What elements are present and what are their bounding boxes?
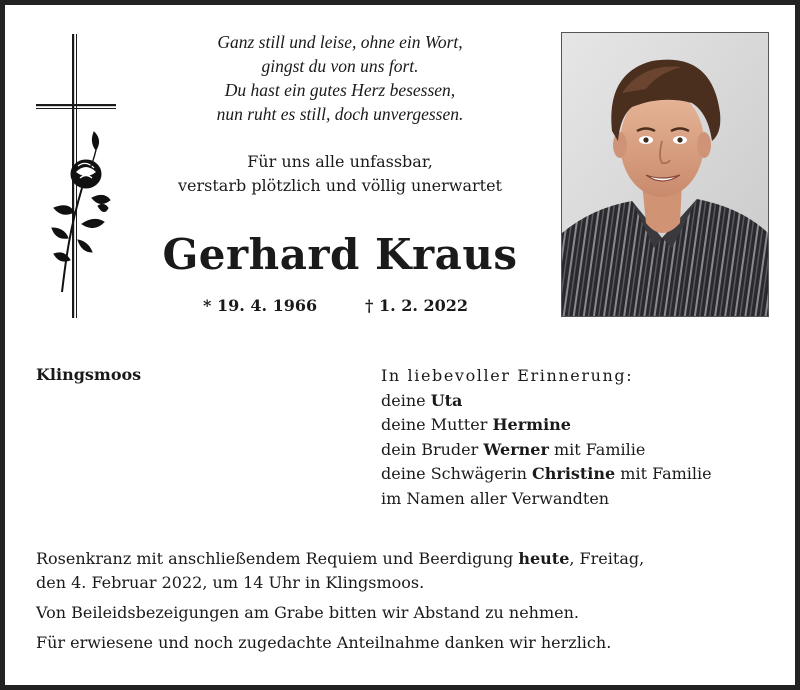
memorial-verse	[140, 30, 540, 126]
mourner-name: Hermine	[492, 415, 571, 434]
mourner-line: deine Schwägerin Christine mit Familie	[381, 464, 712, 483]
verse-line: nun ruht es still, doch unvergessen.	[216, 104, 464, 124]
death-announcement-intro	[120, 150, 560, 198]
mourner-line: deine Uta	[381, 390, 463, 410]
intro-line: verstarb plötzlich und völlig unerwartet	[178, 176, 502, 195]
condolence-note: Von Beileidsbezeigungen am Grabe bitten wir Abstand zu nehmen.	[36, 603, 580, 622]
verse-line: Ganz still und leise, ohne ein Wort,	[217, 32, 463, 52]
today-highlight: heute	[518, 549, 570, 568]
mourner-line: im Namen aller Verwandten	[381, 488, 610, 508]
cross-icon	[32, 28, 122, 320]
portrait-photo	[561, 32, 769, 317]
cross-rose-emblem	[32, 28, 122, 320]
thanks-note: Für erwiesene und noch zugedachte Anteilnahme danken wir herzlich.	[36, 633, 612, 652]
service-info: Rosenkranz mit anschließendem Requiem und Beerdigung heute, Freitag, den 4. Februar 2022, um 14 Uhr in Klingsmoos.	[36, 549, 645, 592]
mourners-list	[381, 364, 781, 511]
mourner-line: deine Mutter Hermine	[381, 415, 571, 434]
funeral-notice	[36, 547, 776, 661]
mourner-name: Uta	[430, 390, 463, 410]
place-of-residence: Klingsmoos	[36, 365, 142, 384]
deceased-name: Gerhard Kraus	[162, 230, 518, 279]
mourners-heading: In liebevoller Erinnerung:	[381, 366, 634, 385]
rose-icon	[52, 132, 110, 292]
birth-date: * 19. 4. 1966	[203, 296, 318, 315]
mourner-name: Werner	[483, 439, 549, 459]
intro-line: Für uns alle unfassbar,	[247, 152, 433, 171]
verse-line: Du hast ein gutes Herz besessen,	[224, 80, 456, 100]
mourner-line: dein Bruder Werner mit Familie	[381, 439, 646, 459]
death-date: † 1. 2. 2022	[365, 296, 469, 315]
mourner-name: Christine	[532, 464, 616, 483]
verse-line: gingst du von uns fort.	[261, 56, 419, 76]
